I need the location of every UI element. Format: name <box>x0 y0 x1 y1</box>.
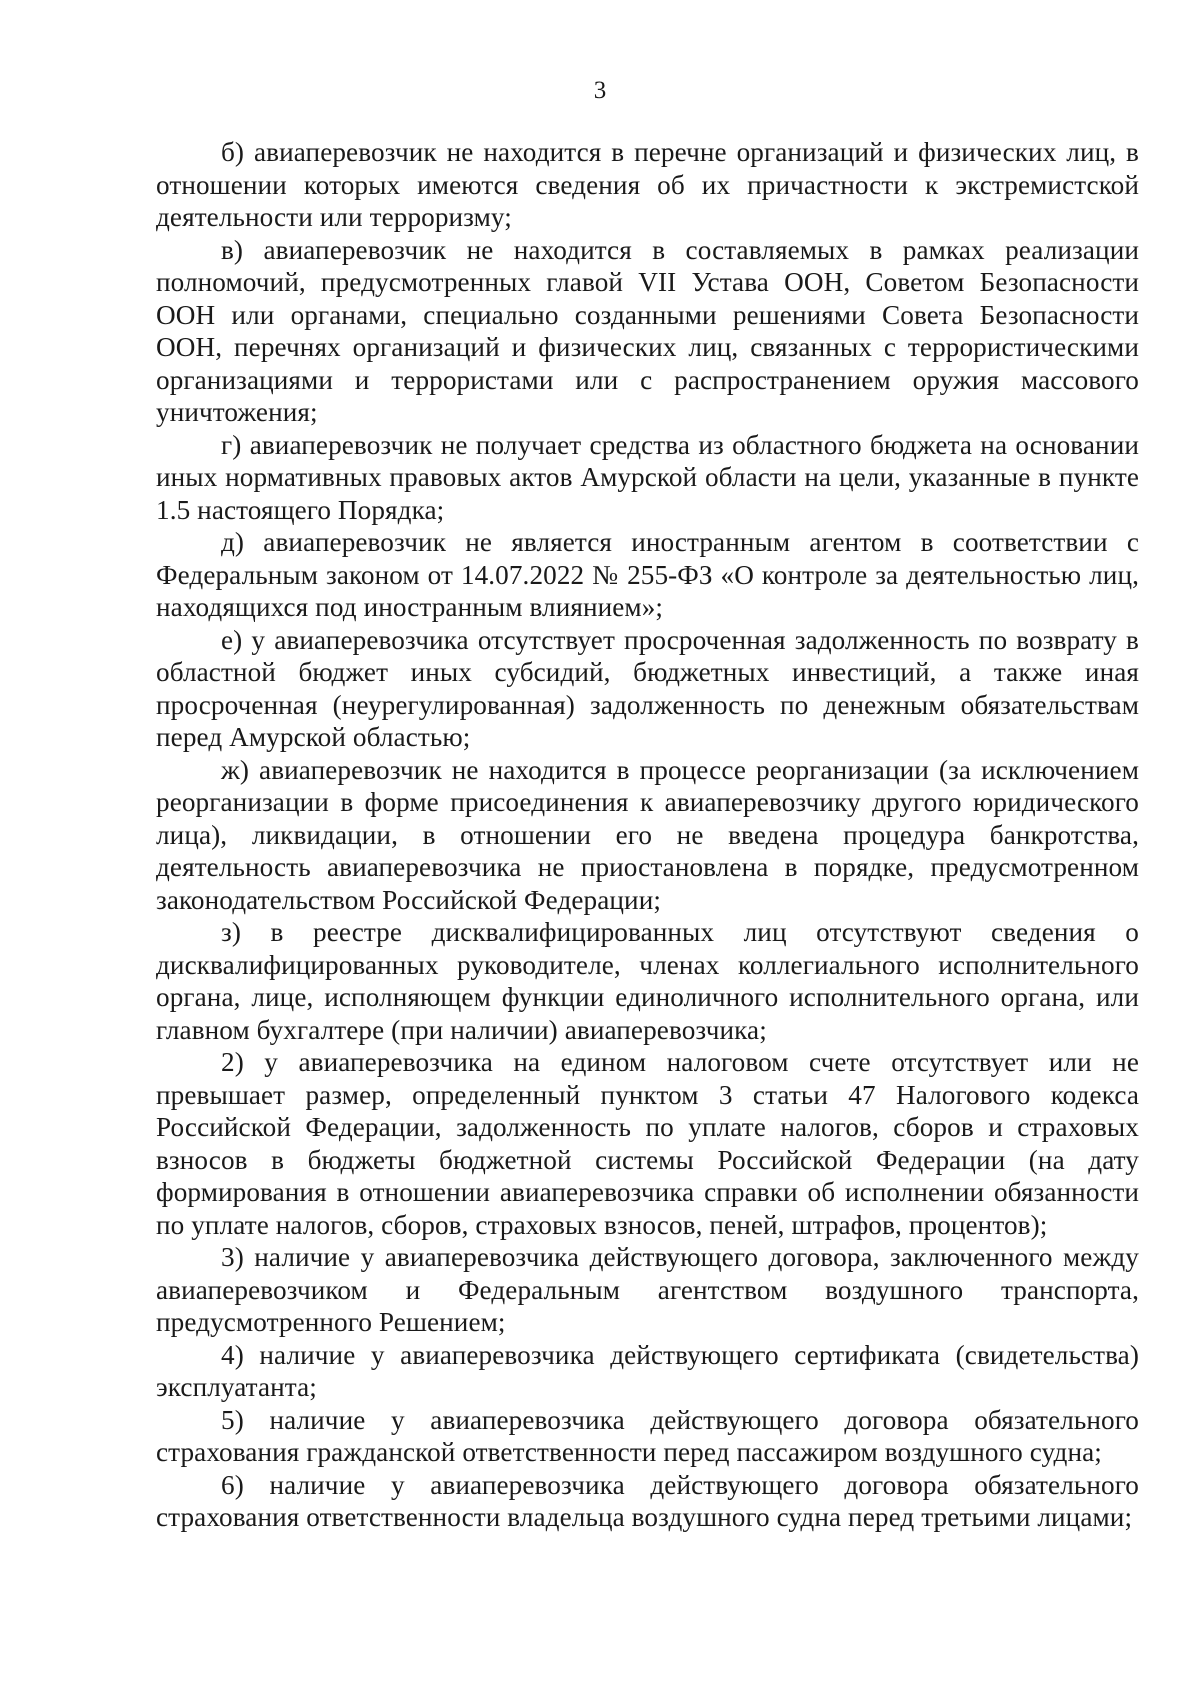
page-number: 3 <box>593 77 607 104</box>
paragraph-v: в) авиаперевозчик не находится в составляемых в рамках реализации полномочий, предусмотренных главой VII Устава ООН, Советом Безопасности ООН или органами, специально созданными решениями Совета Безопасности ООН, перечнях организаций и физических лиц, связанных с террористическими организациями и террористами или с распространением оружия массового уничтожения; <box>156 234 1139 427</box>
paragraph-3: 3) наличие у авиаперевозчика действующего договора, заключенного между авиаперевозчиком и Федеральным агентством воздушного транспорта, предусмотренного Решением; <box>156 1242 1139 1337</box>
paragraph-d: д) авиаперевозчик не является иностранным агентом в соответствии с Федеральным законом от 14.07.2022 № 255-ФЗ «О контроле за деятельностью лиц, находящихся под иностранным влиянием»; <box>156 527 1139 622</box>
paragraph-zh: ж) авиаперевозчик не находится в процессе реорганизации (за исключением реорганизации в форме присоединения к авиаперевозчику другого юридического лица), ликвидации, в отношении его не введена процедура банкротства, деятельность авиаперевозчика не приостановлена в порядке, предусмотренном законодательством Российской Федерации; <box>156 754 1139 915</box>
paragraph-5: 5) наличие у авиаперевозчика действующего договора обязательного страхования гражданской ответственности перед пассажиром воздушного судна; <box>156 1404 1139 1467</box>
paragraph-z: з) в реестре дисквалифицированных лиц отсутствуют сведения о дисквалифицированных руководителе, членах коллегиального исполнительного органа, лице, исполняющем функции единоличного исполнительного органа, или главном бухгалтере (при наличии) авиаперевозчика; <box>156 917 1139 1045</box>
paragraph-2: 2) у авиаперевозчика на едином налоговом счете отсутствует или не превышает размер, определенный пунктом 3 статьи 47 Налогового кодекса Российской Федерации, задолженность по уплате налогов, сборов и страховых взносов в бюджеты бюджетной системы Российской Федерации (на дату формирования в отношении авиаперевозчика справки об исполнении обязанности по уплате налогов, сборов, страховых взносов, пеней, штрафов, процентов); <box>156 1047 1139 1240</box>
paragraph-g: г) авиаперевозчик не получает средства из областного бюджета на основании иных нормативных правовых актов Амурской области на цели, указанные в пункте 1.5 настоящего Порядка; <box>156 429 1139 525</box>
paragraph-e: е) у авиаперевозчика отсутствует просроченная задолженность по возврату в областной бюджет иных субсидий, бюджетных инвестиций, а также иная просроченная (неурегулированная) задолженность по денежным обязательствам перед Амурской областью; <box>156 624 1139 752</box>
paragraph-4: 4) наличие у авиаперевозчика действующего сертификата (свидетельства) эксплуатанта; <box>156 1339 1139 1402</box>
paragraph-b: б) авиаперевозчик не находится в перечне организаций и физических лиц, в отношении которых имеются сведения об их причастности к экстремистской деятельности или терроризму; <box>156 137 1139 232</box>
paragraph-6: 6) наличие у авиаперевозчика действующего договора обязательного страхования ответственности владельца воздушного судна перед третьими лицами; <box>156 1469 1139 1532</box>
document-body <box>156 136 1139 1534</box>
